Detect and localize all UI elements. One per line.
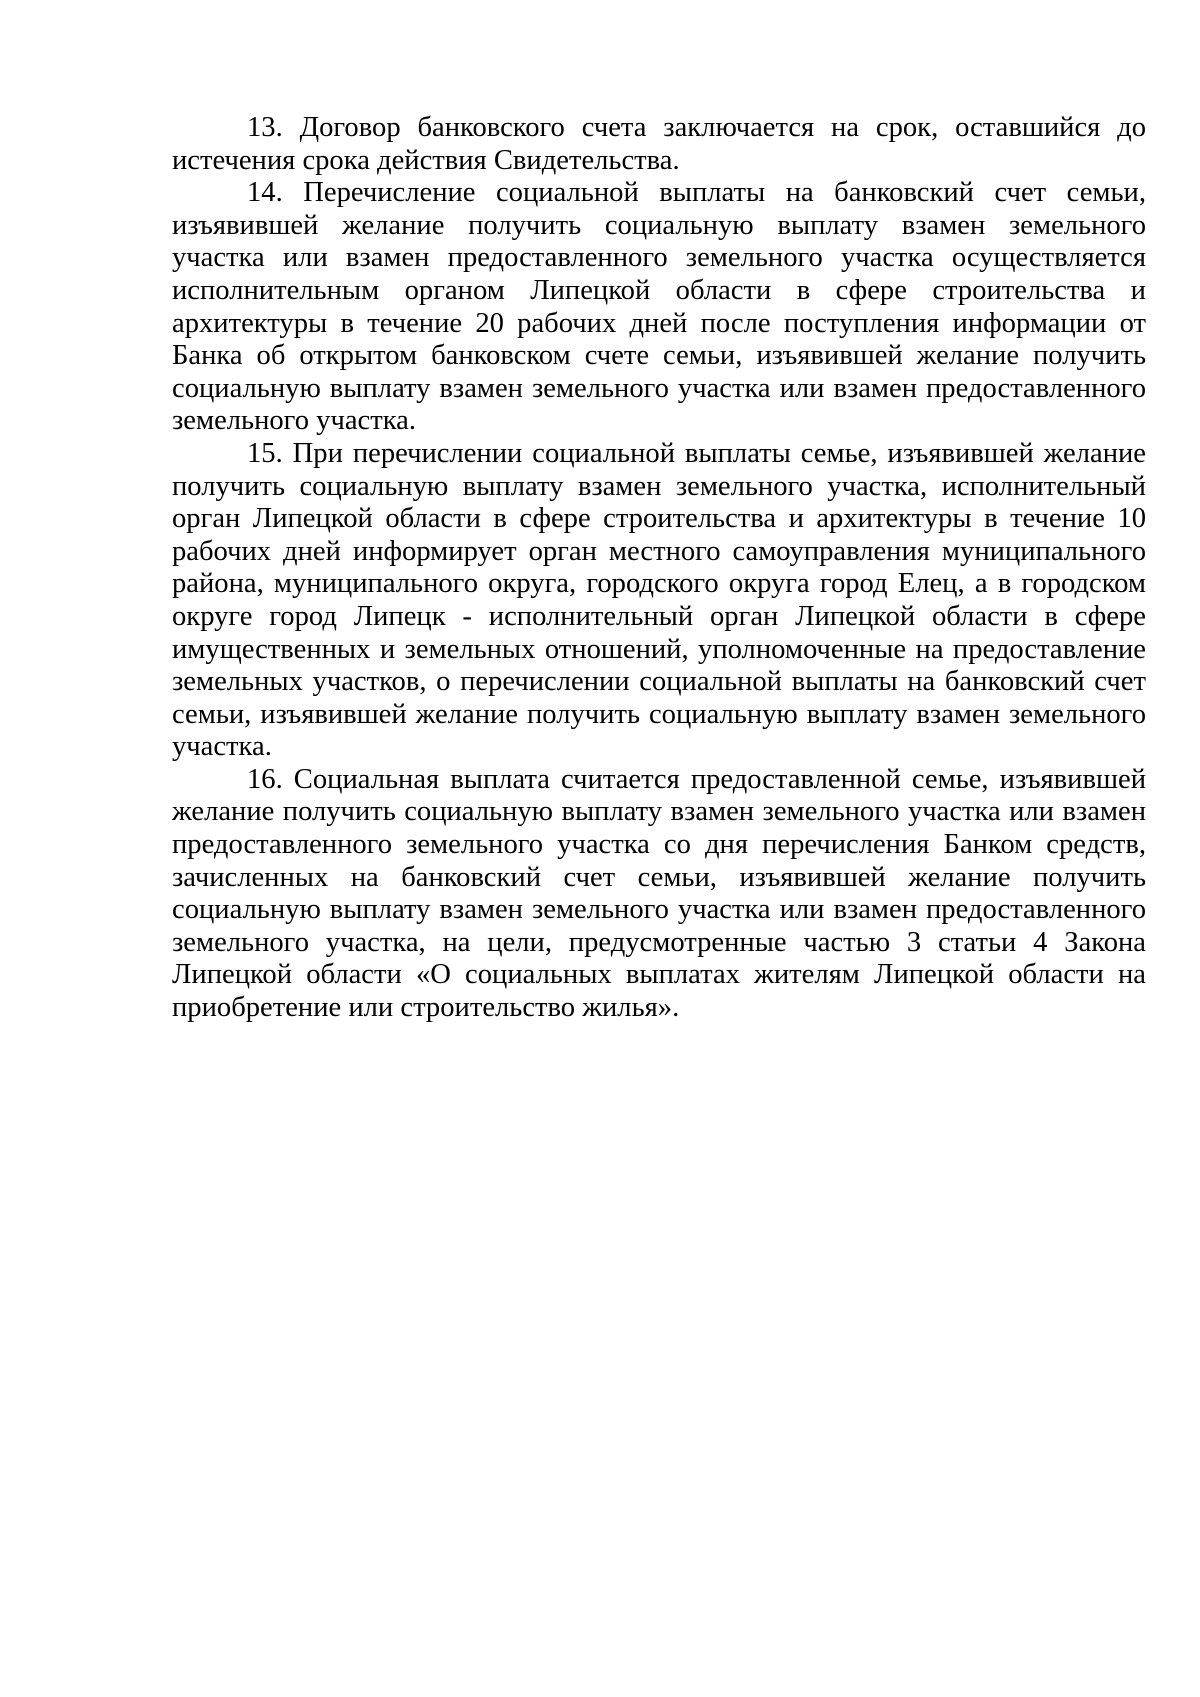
paragraph-16: 16. Социальная выплата считается предоставленной семье, изъявившей желание получить социальную выплату взамен земельного участка или взамен предоставленного земельного участка со дня перечисления Банком средств, зачисленных на банковский счет семьи, изъявившей желание получить социальную выплату взамен земельного участка или взамен предоставленного земельного участка, на цели, предусмотренные частью 3 статьи 4 Закона Липецкой области «О социальных выплатах жителям Липецкой области на приобретение или строительство жилья». — [172, 763, 1146, 1024]
paragraph-13: 13. Договор банковского счета заключается на срок, оставшийся до истечения срока действия Свидетельства. — [172, 112, 1146, 176]
paragraph-14: 14. Перечисление социальной выплаты на банковский счет семьи, изъявившей желание получить социальную выплату взамен земельного участка или взамен предоставленного земельного участка осуществляется исполнительным органом Липецкой области в сфере строительства и архитектуры в течение 20 рабочих дней после поступления информации от Банка об открытом банковском счете семьи, изъявившей желание получить социальную выплату взамен земельного участка или взамен предоставленного земельного участка. — [172, 177, 1146, 437]
paragraph-15: 15. При перечислении социальной выплаты семье, изъявившей желание получить социальную выплату взамен земельного участка, исполнительный орган Липецкой области в сфере строительства и архитектуры в течение 10 рабочих дней информирует орган местного самоуправления муниципального района, муниципального округа, городского округа город Елец, а в городском округе город Липецк - исполнительный орган Липецкой области в сфере имущественных и земельных отношений, уполномоченные на предоставление земельных участков, о перечислении социальной выплаты на банковский счет семьи, изъявившей желание получить социальную выплату взамен земельного участка. — [172, 437, 1146, 763]
document-body — [172, 112, 1146, 1025]
